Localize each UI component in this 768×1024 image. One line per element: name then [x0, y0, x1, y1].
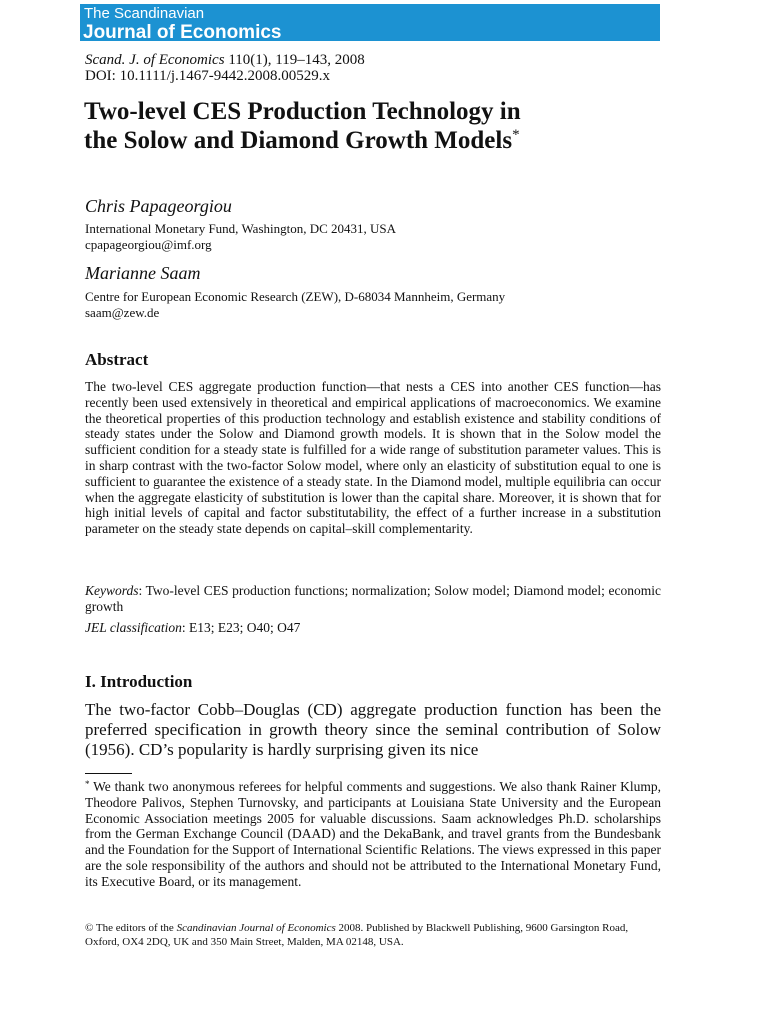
citation-journal: Scand. J. of Economics	[85, 52, 225, 68]
copyright-notice	[85, 921, 661, 949]
abstract-heading: Abstract	[85, 350, 149, 369]
author-affiliation	[85, 221, 396, 253]
journal-banner-title: Journal of Economics	[83, 22, 282, 43]
jel-classification	[85, 620, 300, 636]
journal-banner	[80, 4, 660, 41]
copyright-journal: Scandinavian Journal of Economics	[176, 922, 336, 934]
footnote-marker: *	[85, 779, 90, 789]
affiliation-text: Centre for European Economic Research (ZEW), D-68034 Mannheim, Germany	[85, 289, 506, 304]
article-title	[84, 97, 684, 155]
article-title-line1: Two-level CES Production Technology in	[84, 98, 521, 125]
author-name: Chris Papageorgiou	[85, 196, 232, 216]
article-title-line2: the Solow and Diamond Growth Models	[84, 127, 513, 154]
footnote	[85, 779, 661, 890]
citation-block	[85, 52, 365, 84]
abstract-text: The two-level CES aggregate production function—that nests a CES into another CES function—has recently been used extensively in theoretical and empirical applications of macroeconomics. We examine the theoretical properties of this production technology and establish existence and stability conditions of steady states under the Solow and Diamond growth models. It is shown that in the Solow model the sufficient condition for a steady state is fulfilled for a wide range of substitution parameter values. This is in sharp contrast with the two-factor Solow model, where only an elasticity of substitution equal to one is sufficient to guarantee the existence of a steady state. In the Diamond model, multiple equilibria can occur when the aggregate elasticity of substitution is lower than the capital share. Moreover, it is shown that for high initial levels of capital and factor substitutability, the effect of a further increase in a substitution parameter on the steady state depends on capital–skill complementarity.	[85, 379, 661, 537]
copyright-prefix: © The editors of the	[85, 922, 177, 934]
footnote-text: We thank two anonymous referees for helpful comments and suggestions. We also thank Rainer Klump, Theodore Palivos, Stephen Turnovsky, and participants at Louisiana State University and the European Economic Association meetings 2005 for valuable discussions. Saam acknowledges Ph.D. scholarships from the German Exchange Council (DAAD) and the DekaBank, and travel grants from the Bundesbank and the Foundation for the Support of International Scientific Relations. The views expressed in this paper are the sole responsibility of the authors and should not be attributed to the International Monetary Fund, its Executive Board, or its management.	[85, 779, 661, 889]
author-affiliation	[85, 289, 505, 321]
author-name: Marianne Saam	[85, 263, 201, 283]
affiliation-text: International Monetary Fund, Washington, DC 20431, USA	[85, 221, 397, 236]
jel-label: JEL classification	[85, 620, 182, 635]
doi[interactable]: DOI: 10.1111/j.1467-9442.2008.00529.x	[85, 68, 330, 84]
copyright-text: 2008. Published by Blackwell Publishing, 9600 Garsington Road, Oxford, OX4 2DQ, UK and 350 Main Street, Malden, MA 02148, USA.	[85, 922, 629, 948]
section-heading: I. Introduction	[85, 672, 193, 691]
journal-banner-small-text: The Scandinavian	[84, 5, 205, 22]
citation-details: 110(1), 119–143, 2008	[228, 52, 365, 68]
introduction-text: The two-factor Cobb–Douglas (CD) aggregate production function has been the preferred specification in growth theory since the seminal contribution of Solow (1956). CD’s popularity is hardly surprising given its nice	[85, 700, 661, 759]
footnote-divider	[85, 773, 132, 774]
title-footnote-marker[interactable]: *	[512, 127, 520, 143]
author-email[interactable]: saam@zew.de	[85, 305, 160, 320]
keywords-text: : Two-level CES production functions; normalization; Solow model; Diamond model; economic growth	[85, 583, 661, 614]
keywords-label: Keywords	[85, 583, 139, 598]
keywords	[85, 583, 661, 615]
jel-text: : E13; E23; O40; O47	[181, 620, 301, 635]
author-email[interactable]: cpapageorgiou@imf.org	[85, 237, 212, 252]
citation-line	[85, 52, 365, 68]
